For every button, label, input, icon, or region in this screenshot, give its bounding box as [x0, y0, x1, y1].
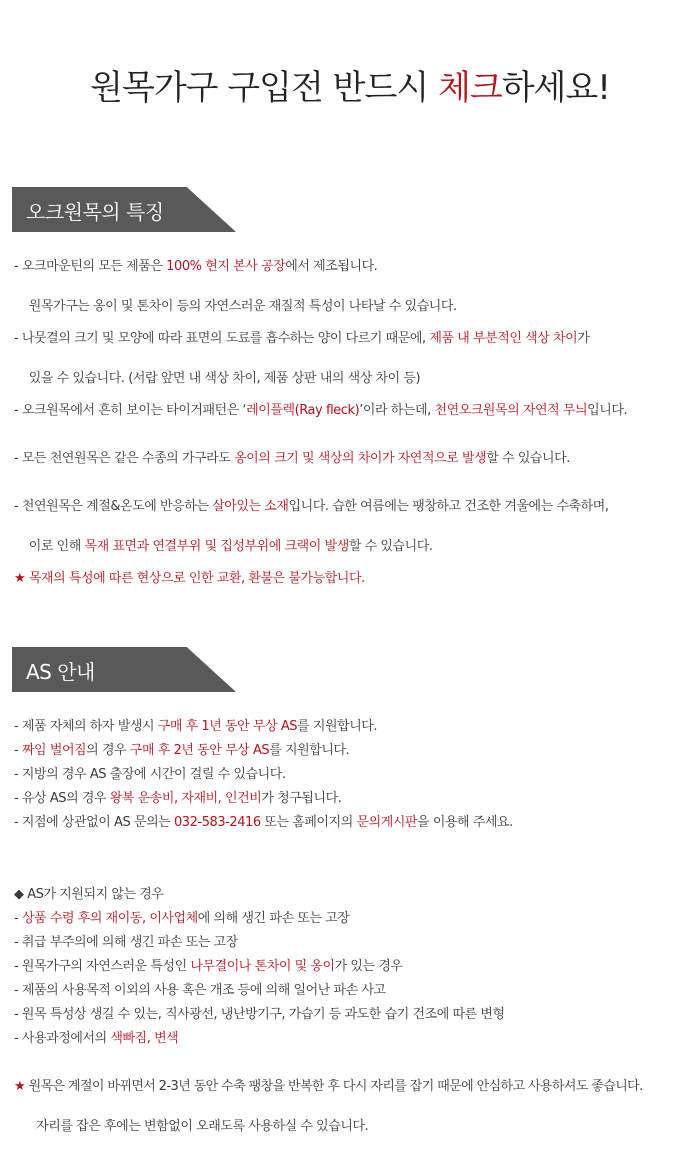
- highlight-text: 목재 표면과 연결부위 및 집성부위에 크랙이 발생: [84, 539, 349, 554]
- as-line: [14, 743, 349, 759]
- line-text: 가: [577, 331, 590, 346]
- line-text: 입니다.: [587, 403, 628, 418]
- feature-line: [14, 355, 420, 387]
- line-text: 원목은 계절이 바뀌면서 2-3년 동안 수축 팽창을 반복한 후 다시 자리를 잡기 때문에 안심하고 사용하셔도 좋습니다.: [28, 1079, 643, 1094]
- line-text: 에 의해 생긴 파손 또는 고장: [197, 911, 350, 926]
- highlight-text: 살아있는 소재: [212, 499, 289, 514]
- line-text: - 사용과정에서의: [14, 1031, 111, 1046]
- line-text: 이로 인해: [21, 539, 85, 554]
- line-text: 할 수 있습니다.: [348, 539, 433, 554]
- line-text: 를 지원합니다.: [269, 743, 350, 758]
- line-text: ’이라 하는데,: [359, 403, 435, 418]
- line-text: 를 지원합니다.: [297, 719, 378, 734]
- line-text: 가 청구됩니다.: [261, 791, 342, 806]
- feature-line: [14, 403, 627, 419]
- line-text: - 나뭇결의 크기 및 모양에 따라 표면의 도료를 흡수하는 양이 다르기 때문에,: [14, 331, 430, 346]
- line-text: - 지점에 상관없이 AS 문의는: [14, 815, 174, 830]
- settling-note: [14, 1103, 368, 1135]
- highlight-text: 색빠짐, 변색: [110, 1031, 179, 1046]
- line-text: - 오크원목에서 흔히 보이는 타이거패턴은 ‘: [14, 403, 247, 418]
- feature-line: [14, 259, 377, 275]
- exclusion-line: [14, 1031, 178, 1047]
- highlight-text: ★ 목재의 특성에 따른 현상으로 인한 교환, 환불은 불가능합니다.: [14, 571, 365, 586]
- line-text: - 제품 자체의 하자 발생시: [14, 719, 158, 734]
- title-text: 원목가구 구입전 반드시: [90, 68, 438, 108]
- title-accent: 체크: [438, 68, 502, 108]
- line-text: -: [14, 743, 22, 758]
- line-text: - 지방의 경우 AS 출장에 시간이 걸릴 수 있습니다.: [14, 767, 286, 782]
- highlight-text: 옹이의 크기 및 색상의 차이가 자연적으로 발생: [234, 451, 487, 466]
- line-text: 원목가구는 옹이 및 톤차이 등의 자연스러운 재질적 특성이 나타날 수 있습니다.: [21, 299, 457, 314]
- highlight-text: 100% 현지 본사 공장: [166, 259, 286, 274]
- line-text: - 취급 부주의에 의해 생긴 파손 또는 고장: [14, 935, 238, 950]
- line-text: - 원목가구의 자연스러운 특성인: [14, 959, 191, 974]
- feature-line: [14, 499, 609, 515]
- line-text: 의 경우: [86, 743, 130, 758]
- line-text: 또는 홈페이지의: [260, 815, 357, 830]
- section-heading-label: 오크원목의 특징: [26, 200, 164, 224]
- exclusion-line: [14, 935, 238, 951]
- line-text: 을 이용해 주세요.: [417, 815, 513, 830]
- inquiry-board-text: 문의게시판: [356, 815, 418, 830]
- as-line: [14, 767, 286, 783]
- line-text: - 원목 특성상 생길 수 있는, 직사광선, 냉난방기구, 가습기 등 과도한 습기 건조에 따른 변형: [14, 1007, 505, 1022]
- line-text: 자리를 잡은 후에는 변함없이 오래도록 사용하실 수 있습니다.: [21, 1119, 369, 1134]
- highlight-text: 천연오크원목의 자연적 무늬: [434, 403, 588, 418]
- line-text: - 유상 AS의 경우: [14, 791, 110, 806]
- line-text: 할 수 있습니다.: [486, 451, 570, 466]
- line-text: 에서 제조됩니다.: [285, 259, 378, 274]
- as-line: [14, 815, 513, 831]
- feature-line: [14, 523, 433, 555]
- highlight-text: 나무결이나 톤차이 및 옹이: [190, 959, 335, 974]
- as-line: [14, 791, 341, 807]
- highlight-text: 구매 후 2년 동안 무상 AS: [129, 743, 270, 758]
- line-text: - 모든 천연원목은 같은 수종의 가구라도: [14, 451, 235, 466]
- line-text: - 제품의 사용목적 이외의 사용 혹은 개조 등에 의해 일어난 파손 사고: [14, 983, 386, 998]
- highlight-text: 구매 후 1년 동안 무상 AS: [157, 719, 298, 734]
- settling-note: [14, 1079, 643, 1095]
- exclusion-line: [14, 911, 349, 927]
- line-text: 가 있는 경우: [334, 959, 403, 974]
- section-heading-label: AS 안내: [26, 660, 95, 684]
- exclusion-line: [14, 959, 403, 975]
- feature-line: [14, 451, 570, 467]
- as-line: [14, 719, 377, 735]
- exclusion-line: [14, 1007, 505, 1023]
- page-title: [0, 60, 700, 109]
- title-text-end: 하세요!: [501, 68, 610, 108]
- line-text: 있을 수 있습니다. (서랍 앞면 내 색상 차이, 제품 상판 내의 색상 차이 등): [21, 371, 421, 386]
- refund-warning: [14, 571, 365, 587]
- highlight-text: 제품 내 부분적인 색상 차이: [429, 331, 578, 346]
- feature-line: [14, 283, 457, 315]
- star-icon: ★: [14, 1079, 26, 1094]
- line-text: - 천연원목은 계절&온도에 반응하는: [14, 499, 213, 514]
- as-phone-number: 032-583-2416: [173, 815, 261, 830]
- highlight-text: 짜임 벌어짐: [21, 743, 87, 758]
- highlight-text: 레이플렉(Ray fleck): [246, 403, 360, 418]
- line-text: 입니다. 습한 여름에는 팽창하고 건조한 겨울에는 수축하며,: [288, 499, 609, 514]
- exclusion-line: [14, 983, 386, 999]
- highlight-text: 상품 수령 후의 재이동, 이사업체: [21, 911, 198, 926]
- line-text: ◆ AS가 지원되지 않는 경우: [14, 887, 164, 902]
- line-text: - 오크마운틴의 모든 제품은: [14, 259, 167, 274]
- exclusion-heading: [14, 887, 164, 903]
- highlight-text: 왕복 운송비, 자재비, 인건비: [109, 791, 262, 806]
- highlight-text: -: [14, 911, 22, 926]
- feature-line: [14, 331, 589, 347]
